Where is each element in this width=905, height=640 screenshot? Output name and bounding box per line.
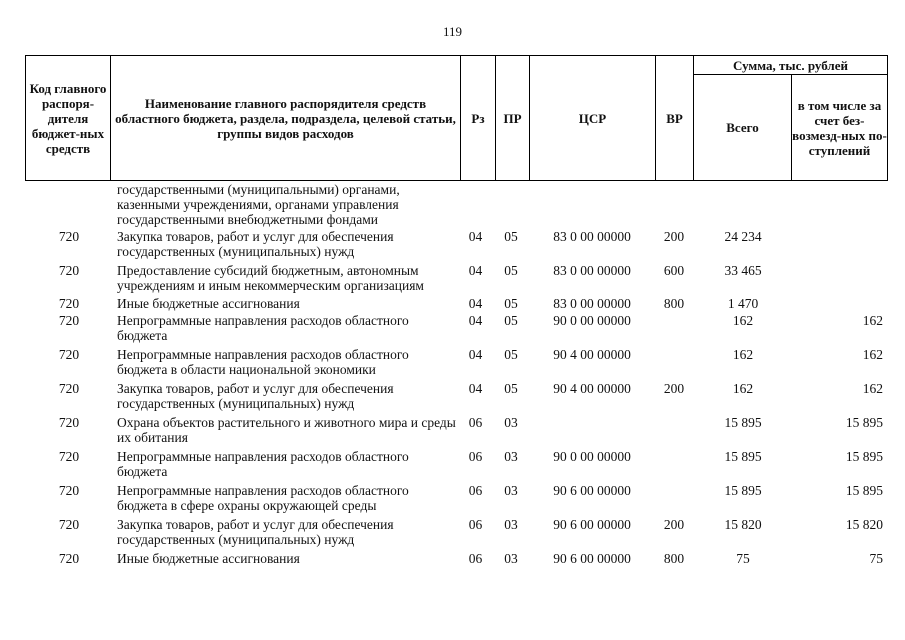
cell-total: 15 895 xyxy=(724,449,762,464)
cell-total: 15 895 xyxy=(724,483,762,498)
cell-free: 15 895 xyxy=(845,449,883,464)
cell-csr: 90 0 00 00000 xyxy=(553,313,631,328)
cell-vr: 800 xyxy=(663,296,685,311)
table-row xyxy=(25,263,885,293)
cell-total: 15 820 xyxy=(724,517,762,532)
cell-kod: 720 xyxy=(58,483,80,498)
cell-pr: 03 xyxy=(504,517,518,532)
cell-total: 24 234 xyxy=(724,229,762,244)
cell-csr: 90 4 00 00000 xyxy=(553,381,631,396)
table-row xyxy=(25,182,885,227)
cell-kod: 720 xyxy=(58,415,80,430)
cell-name: Закупка товаров, работ и услуг для обеспечения государственных (муниципальных) нужд xyxy=(117,517,394,547)
cell-pr: 05 xyxy=(504,347,518,362)
cell-csr: 83 0 00 00000 xyxy=(553,263,631,278)
header-rz: Рз xyxy=(461,56,496,181)
cell-name: Непрограммные направления расходов областного бюджета xyxy=(117,313,409,343)
cell-vr: 200 xyxy=(663,381,685,396)
cell-name: Предоставление субсидий бюджетным, автономным учреждениям и иным некоммерческим организациям xyxy=(117,263,424,293)
cell-csr: 90 6 00 00000 xyxy=(553,551,631,566)
table-row xyxy=(25,347,885,377)
cell-name: Охрана объектов растительного и животного мира и среды их обитания xyxy=(117,415,456,445)
cell-csr: 90 4 00 00000 xyxy=(553,347,631,362)
cell-pr: 05 xyxy=(504,229,518,244)
cell-pr: 05 xyxy=(504,263,518,278)
cell-kod: 720 xyxy=(58,263,80,278)
table-row xyxy=(25,313,885,343)
cell-pr: 03 xyxy=(504,449,518,464)
cell-kod: 720 xyxy=(58,551,80,566)
cell-total: 162 xyxy=(732,313,754,328)
header-total: Всего xyxy=(694,75,792,181)
cell-rz: 04 xyxy=(468,313,483,328)
cell-vr: 200 xyxy=(663,517,685,532)
table-header xyxy=(25,55,888,181)
cell-rz: 04 xyxy=(468,296,483,311)
table-row xyxy=(25,517,885,547)
cell-free: 162 xyxy=(862,347,883,362)
cell-pr: 05 xyxy=(504,381,518,396)
cell-csr: 90 0 00 00000 xyxy=(553,449,631,464)
cell-rz: 06 xyxy=(468,551,483,566)
cell-rz: 04 xyxy=(468,381,483,396)
header-kod: Код главного распоря-дителя бюджет-ных средств xyxy=(26,56,111,181)
cell-kod: 720 xyxy=(58,449,80,464)
cell-free: 15 895 xyxy=(845,415,883,430)
cell-free: 15 820 xyxy=(845,517,883,532)
header-free: в том числе за счет без-возмезд-ных по-ступлений xyxy=(792,75,888,181)
cell-pr: 03 xyxy=(504,483,518,498)
cell-csr: 83 0 00 00000 xyxy=(553,229,631,244)
cell-total: 162 xyxy=(732,381,754,396)
cell-pr: 05 xyxy=(504,296,518,311)
cell-rz: 06 xyxy=(468,483,483,498)
cell-free: 75 xyxy=(869,551,883,566)
header-csr: ЦСР xyxy=(530,56,656,181)
cell-kod: 720 xyxy=(58,381,80,396)
cell-vr: 800 xyxy=(663,551,685,566)
cell-csr: 83 0 00 00000 xyxy=(553,296,631,311)
table-row xyxy=(25,551,885,566)
page-number: 119 xyxy=(442,24,463,39)
cell-total: 15 895 xyxy=(724,415,762,430)
table-row xyxy=(25,449,885,479)
header-sum: Сумма, тыс. рублей xyxy=(694,56,888,75)
table-row xyxy=(25,381,885,411)
cell-rz: 06 xyxy=(468,415,483,430)
cell-name: государственными (муниципальными) органами, казенными учреждениями, органами управления государственными внебюджетными фондами xyxy=(117,182,400,227)
table-body xyxy=(25,182,885,566)
table-row xyxy=(25,296,885,311)
cell-name: Непрограммные направления расходов областного бюджета в сфере охраны окружающей среды xyxy=(117,483,409,513)
cell-kod: 720 xyxy=(58,229,80,244)
cell-total: 162 xyxy=(732,347,754,362)
cell-kod: 720 xyxy=(58,347,80,362)
cell-free: 15 895 xyxy=(845,483,883,498)
cell-total: 1 470 xyxy=(727,296,759,311)
header-name: Наименование главного распорядителя средств областного бюджета, раздела, подраздела, целевой статьи, группы видов расходов xyxy=(111,56,461,181)
cell-rz: 04 xyxy=(468,263,483,278)
header-pr: ПР xyxy=(496,56,530,181)
cell-csr: 90 6 00 00000 xyxy=(553,483,631,498)
cell-vr: 600 xyxy=(663,263,685,278)
header-vr: ВР xyxy=(656,56,694,181)
cell-vr: 200 xyxy=(663,229,685,244)
cell-rz: 06 xyxy=(468,517,483,532)
table-row xyxy=(25,229,885,259)
cell-name: Непрограммные направления расходов областного бюджета в области национальной экономики xyxy=(117,347,409,377)
cell-total: 33 465 xyxy=(724,263,762,278)
cell-name: Иные бюджетные ассигнования xyxy=(117,551,300,566)
cell-total: 75 xyxy=(736,551,750,566)
cell-name: Иные бюджетные ассигнования xyxy=(117,296,300,311)
cell-name: Закупка товаров, работ и услуг для обеспечения государственных (муниципальных) нужд xyxy=(117,229,394,259)
cell-name: Закупка товаров, работ и услуг для обеспечения государственных (муниципальных) нужд xyxy=(117,381,394,411)
cell-free: 162 xyxy=(862,381,883,396)
cell-rz: 06 xyxy=(468,449,483,464)
cell-kod: 720 xyxy=(58,313,80,328)
cell-free: 162 xyxy=(862,313,883,328)
cell-name: Непрограммные направления расходов областного бюджета xyxy=(117,449,409,479)
table-row xyxy=(25,483,885,513)
cell-rz: 04 xyxy=(468,229,483,244)
cell-pr: 03 xyxy=(504,415,518,430)
table-row xyxy=(25,415,885,445)
cell-rz: 04 xyxy=(468,347,483,362)
cell-kod: 720 xyxy=(58,517,80,532)
cell-kod: 720 xyxy=(58,296,80,311)
cell-pr: 05 xyxy=(504,313,518,328)
cell-csr: 90 6 00 00000 xyxy=(553,517,631,532)
cell-pr: 03 xyxy=(504,551,518,566)
